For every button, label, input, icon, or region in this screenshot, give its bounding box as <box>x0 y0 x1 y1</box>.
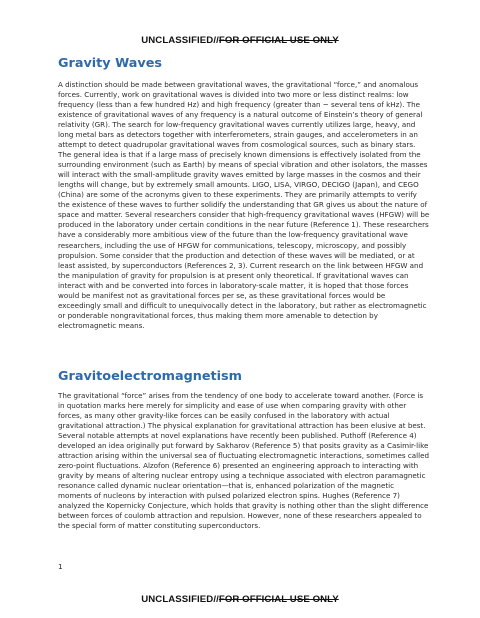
struck-caveat: FOR OFFICIAL USE ONLY <box>218 594 339 605</box>
paragraph-gravitoelectromagnetism: The gravitational “force” arises from the tendency of one body to accelerate toward another. (Force is in quotation marks here merely for simplicity and ease of use when comparing gravity with other forces, as many other gravity-like forces can be easily confused in the laboratory with actual gravitational attraction.) The physical explanation for gravitational attraction has been elusive at best. Several notable attempts at novel explanations have recently been published. Puthoff (Reference 4) developed an idea originally put forward by Sakharov (Reference 5) that posits gravity as a Casimir-like attraction arising within the universal sea of fluctuating electromagnetic interactions, sometimes called zero-point fluctuations. Alzofon (Reference 6) presented an engineering approach to interacting with gravity by means of altering nuclear entropy using a technique associated with electron paramagnetic resonance called dynamic nuclear orientation—that is, enhanced polarization of the magnetic moments of nucleons by interaction with pulsed polarized electron spins. Hughes (Reference 7) analyzed the Kopernicky Conjecture, which holds that gravity is nothing other than the slight difference between forces of coulomb attraction and repulsion. However, none of these researchers appealed to the special form of matter constituting superconductors. <box>58 391 430 531</box>
section-heading-gravitoelectromagnetism: Gravitoelectromagnetism <box>58 369 243 384</box>
classification-banner-top <box>0 35 480 46</box>
classification-label: UNCLASSIFIED// <box>141 35 219 46</box>
classification-label: UNCLASSIFIED// <box>141 594 219 605</box>
classification-banner-bottom <box>0 594 480 605</box>
struck-caveat: FOR OFFICIAL USE ONLY <box>218 35 339 46</box>
paragraph-gravity-waves: A distinction should be made between gravitational waves, the gravitational “force,” and anomalous forces. Currently, work on gravitational waves is divided into two more or less distinct realms: low frequency (less than a few hundred Hz) and high frequency (greater than ~ several tens of kHz). The existence of gravitational waves of any frequency is a natural outcome of Einstein’s theory of general relativity (GR). The search for low-frequency gravitational waves currently utilizes large, heavy, and long metal bars as detectors together with interferometers, strain gauges, and accelerometers in an attempt to detect quadrupolar gravitational waves from cosmological sources, such as binary stars. The general idea is that if a large mass of precisely known dimensions is effectively isolated from the surrounding environment (such as Earth) by means of special vibration and other isolators, the masses will interact with the small-amplitude gravity waves emitted by large masses in the cosmos and their lengths will change, but by extremely small amounts. LIGO, LISA, VIRGO, DECIGO (Japan), and CEGO (China) are some of the acronyms given to these experiments. They are primarily attempts to verify the existence of these waves to further solidify the understanding that GR gives us about the nature of space and matter. Several researchers consider that high-frequency gravitational waves (HFGW) will be produced in the laboratory under certain conditions in the near future (Reference 1). These researchers have a considerably more ambitious view of the future than the low-frequency gravitational wave researchers, including the use of HFGW for communications, telescopy, microscopy, and possibly propulsion. Some consider that the production and detection of these waves will be mediated, or at least assisted, by superconductors (References 2, 3). Current research on the link between HFGW and the manipulation of gravity for propulsion is at present only theoretical. If gravitational waves can interact with and be converted into forces in laboratory-scale matter, it is hoped that those forces would be manifest not as gravitational forces per se, as these gravitational forces would be exceedingly small and difficult to unequivocally detect in the laboratory, but rather as electromagnetic or ponderable nongravitational forces, thus making them more amenable to detection by electromagnetic means. <box>58 80 430 330</box>
section-heading-gravity-waves: Gravity Waves <box>58 56 163 71</box>
page-number: 1 <box>58 562 63 571</box>
